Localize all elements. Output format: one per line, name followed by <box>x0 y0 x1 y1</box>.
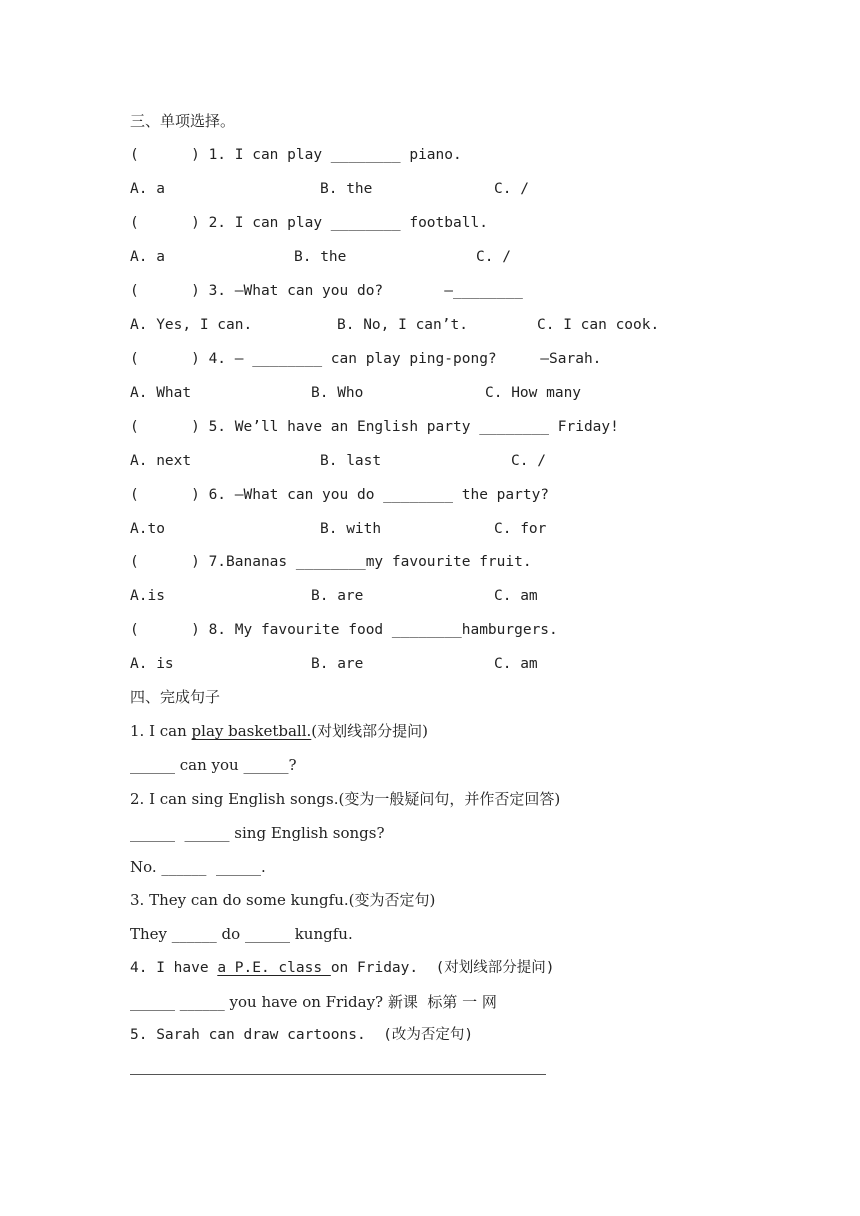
question-5-stem: ( ) 5. We’ll have an English party ________ Friday! <box>130 419 619 435</box>
question-6-options <box>130 517 730 541</box>
question-1-options <box>130 177 730 201</box>
question-4-options <box>130 381 730 405</box>
option-b: B. are <box>311 588 364 604</box>
option-b: B. No, I can’t. <box>337 317 468 333</box>
question-3-options <box>130 313 730 337</box>
s4-q4-prefix: 4. I have <box>130 960 218 976</box>
s4-q1-answer: ______ can you ______? <box>130 756 297 774</box>
s4-question-5: 5. Sarah can draw cartoons. (改为否定句) <box>130 1027 474 1043</box>
question-8-stem: ( ) 8. My favourite food ________hamburgers. <box>130 622 558 638</box>
s4-q2-answer-1: ______ ______ sing English songs? <box>130 824 385 842</box>
s4-q1-note: (对划线部分提问) <box>311 722 428 740</box>
option-b: B. with <box>320 521 382 537</box>
option-a: A. a <box>130 181 165 197</box>
option-c: C. I can cook. <box>537 317 660 333</box>
question-2-options <box>130 245 730 269</box>
option-a: A.is <box>130 588 165 604</box>
section3-heading: 三、单项选择。 <box>130 112 236 130</box>
s4-question-1 <box>130 719 428 743</box>
answer-line <box>130 1074 546 1075</box>
option-b: B. the <box>294 249 347 265</box>
option-c: C. How many <box>485 385 582 401</box>
option-b: B. last <box>320 453 382 469</box>
question-4-stem: ( ) 4. — ________ can play ping-pong? —Sarah. <box>130 351 602 367</box>
section4-heading: 四、完成句子 <box>130 688 221 706</box>
option-a: A. What <box>130 385 192 401</box>
option-c: C. / <box>511 453 546 469</box>
s4-question-4 <box>130 956 555 980</box>
question-6-stem: ( ) 6. —What can you do ________ the party? <box>130 487 550 503</box>
option-b: B. the <box>320 181 373 197</box>
question-7-options <box>130 584 730 608</box>
question-5-options <box>130 449 730 473</box>
s4-question-3: 3. They can do some kungfu.(变为否定句) <box>130 891 436 909</box>
option-a: A. is <box>130 656 174 672</box>
question-2-stem: ( ) 2. I can play ________ football. <box>130 215 488 231</box>
option-a: A.to <box>130 521 165 537</box>
option-a: A. next <box>130 453 192 469</box>
s4-q4-answer: ______ ______ you have on Friday? 新课 标第 一 网 <box>130 993 497 1011</box>
option-c: C. / <box>494 181 529 197</box>
question-8-options <box>130 652 730 676</box>
option-a: A. a <box>130 249 165 265</box>
option-b: B. Who <box>311 385 364 401</box>
option-a: A. Yes, I can. <box>130 317 253 333</box>
s4-q2-answer-2: No. ______ ______. <box>130 858 266 876</box>
s4-question-2: 2. I can sing English songs.(变为一般疑问句，并作否定回答) <box>130 790 561 808</box>
option-c: C. am <box>494 656 538 672</box>
option-c: C. for <box>494 521 547 537</box>
s4-q3-answer: They ______ do ______ kungfu. <box>130 925 353 943</box>
question-3-stem: ( ) 3. —What can you do? —________ <box>130 283 523 299</box>
s4-q4-underlined: a P.E. class <box>217 960 331 976</box>
question-7-stem: ( ) 7.Bananas ________my favourite fruit. <box>130 554 532 570</box>
s4-q1-underlined: play basketball. <box>191 722 312 740</box>
question-1-stem: ( ) 1. I can play ________ piano. <box>130 147 462 163</box>
option-b: B. are <box>311 656 364 672</box>
s4-q1-prefix: 1. I can <box>130 722 192 740</box>
option-c: C. / <box>476 249 511 265</box>
s4-q4-suffix: on Friday. (对划线部分提问) <box>330 960 555 976</box>
option-c: C. am <box>494 588 538 604</box>
